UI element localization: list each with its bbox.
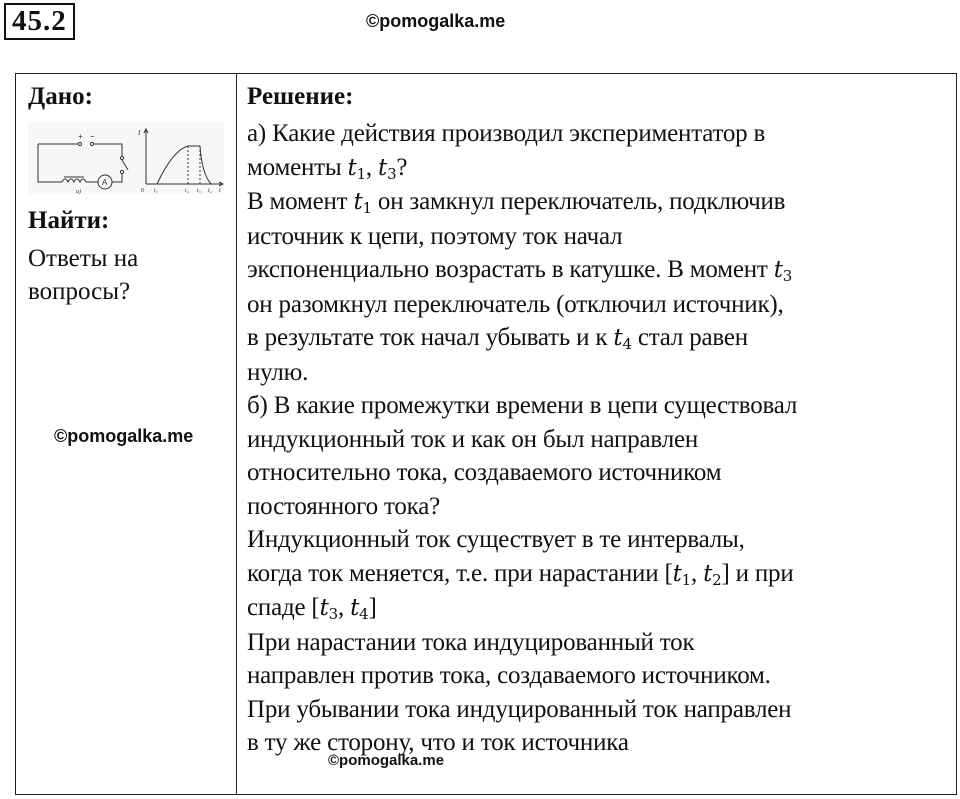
solution-line: [247, 591, 956, 626]
solution-text: ,: [365, 153, 379, 181]
solution-text: моменты: [247, 153, 348, 181]
math-variable: $t_1$: [672, 560, 691, 589]
solution-text: В момент: [247, 188, 354, 215]
find-text: [28, 242, 236, 308]
svg-text:t₁: t₁: [154, 188, 158, 194]
solution-text: когда ток меняется, т.е. при нарастании [: [247, 559, 673, 587]
solution-line: [247, 557, 956, 592]
solution-text: в ту же сторону, что и ток источника: [247, 729, 629, 756]
svg-text:0: 0: [141, 188, 144, 194]
solution-line: [247, 117, 956, 151]
math-variable: $t_3$: [319, 595, 338, 623]
solution-text: ,: [690, 559, 704, 587]
solution-text: При убывании тока индуцированный ток направлен: [247, 695, 792, 723]
solution-text: он разомкнул переключатель (отключил источник),: [247, 290, 784, 318]
solution-line: [247, 185, 956, 220]
solution-heading: Решение:: [247, 83, 354, 110]
solution-text: направлен против тока, создаваемого источником.: [247, 662, 771, 689]
svg-text:I: I: [138, 129, 141, 137]
solution-text: относительно тока, создаваемого источником: [247, 459, 722, 486]
solution-line: [247, 253, 956, 288]
solution-line: [247, 423, 956, 457]
svg-text:+: +: [78, 132, 83, 141]
solution-text: б) В какие промежутки времени в цепи существовал: [247, 392, 798, 419]
watermark-left: ©pomogalka.me: [54, 426, 194, 446]
solution-text: нулю.: [247, 358, 309, 386]
solution-text: экспоненциально возрастать в катушке. В момент: [247, 256, 774, 283]
solution-line: [247, 151, 956, 186]
svg-text:A: A: [102, 178, 108, 187]
solution-line: [247, 389, 956, 423]
math-variable: $t_3$: [378, 154, 397, 183]
math-variable: $t_1$: [353, 189, 372, 217]
solution-column: [237, 74, 956, 794]
svg-text:а): а): [76, 189, 81, 194]
svg-text:t₄: t₄: [208, 188, 212, 194]
find-line: вопросы?: [28, 278, 131, 305]
find-heading: Найти:: [28, 207, 110, 234]
solution-line: [247, 626, 956, 660]
solution-text: ,: [337, 594, 351, 621]
math-variable: $t_3$: [773, 257, 793, 285]
solution-text: индукционный ток и как он был направлен: [247, 425, 699, 453]
solution-text: ] и при: [721, 559, 794, 587]
solution-body: [247, 117, 956, 760]
solution-text: ?: [396, 153, 408, 181]
circuit-diagram-icon: [28, 122, 224, 194]
solution-text: а) Какие действия производил экспериментатор в: [247, 120, 766, 147]
svg-text:t: t: [219, 188, 221, 194]
solution-line: [247, 523, 956, 557]
solution-line: [247, 456, 956, 490]
math-variable: $t_4$: [350, 595, 369, 623]
math-variable: $t_4$: [613, 325, 632, 353]
solution-text: стал равен: [631, 324, 748, 351]
solution-text: ]: [368, 594, 377, 621]
watermark-top: ©pomogalka.me: [366, 11, 506, 31]
solution-line: [247, 321, 956, 356]
solution-text: постоянного тока?: [247, 492, 441, 520]
solution-text: спаде [: [247, 594, 320, 621]
solution-line: [247, 693, 956, 727]
solution-text: он замкнул переключатель, подключив: [371, 188, 786, 215]
math-variable: $t_1$: [347, 154, 366, 183]
circuit-and-current-graph-figure: [28, 122, 224, 194]
solution-text: источник к цепи, поэтому ток начал: [247, 222, 623, 250]
given-heading: Дано:: [28, 83, 93, 110]
solution-line: [247, 356, 956, 390]
svg-text:−: −: [90, 132, 95, 141]
find-line: Ответы на: [28, 245, 139, 272]
math-variable: $t_2$: [703, 560, 722, 589]
svg-text:t₂: t₂: [185, 188, 189, 194]
svg-text:t₃: t₃: [197, 188, 201, 194]
task-number: 45.2: [4, 3, 75, 40]
solution-text: При нарастании тока индуцированный ток: [247, 628, 695, 656]
solution-text: Индукционный ток существует в те интервалы,: [247, 526, 745, 553]
solution-text: в результате ток начал убывать и к: [247, 324, 614, 351]
solution-line: [247, 288, 956, 322]
solution-line: [247, 659, 956, 693]
solution-line: [247, 220, 956, 254]
watermark-bottom: ©pomogalka.me: [328, 752, 445, 769]
solution-line: [247, 490, 956, 524]
